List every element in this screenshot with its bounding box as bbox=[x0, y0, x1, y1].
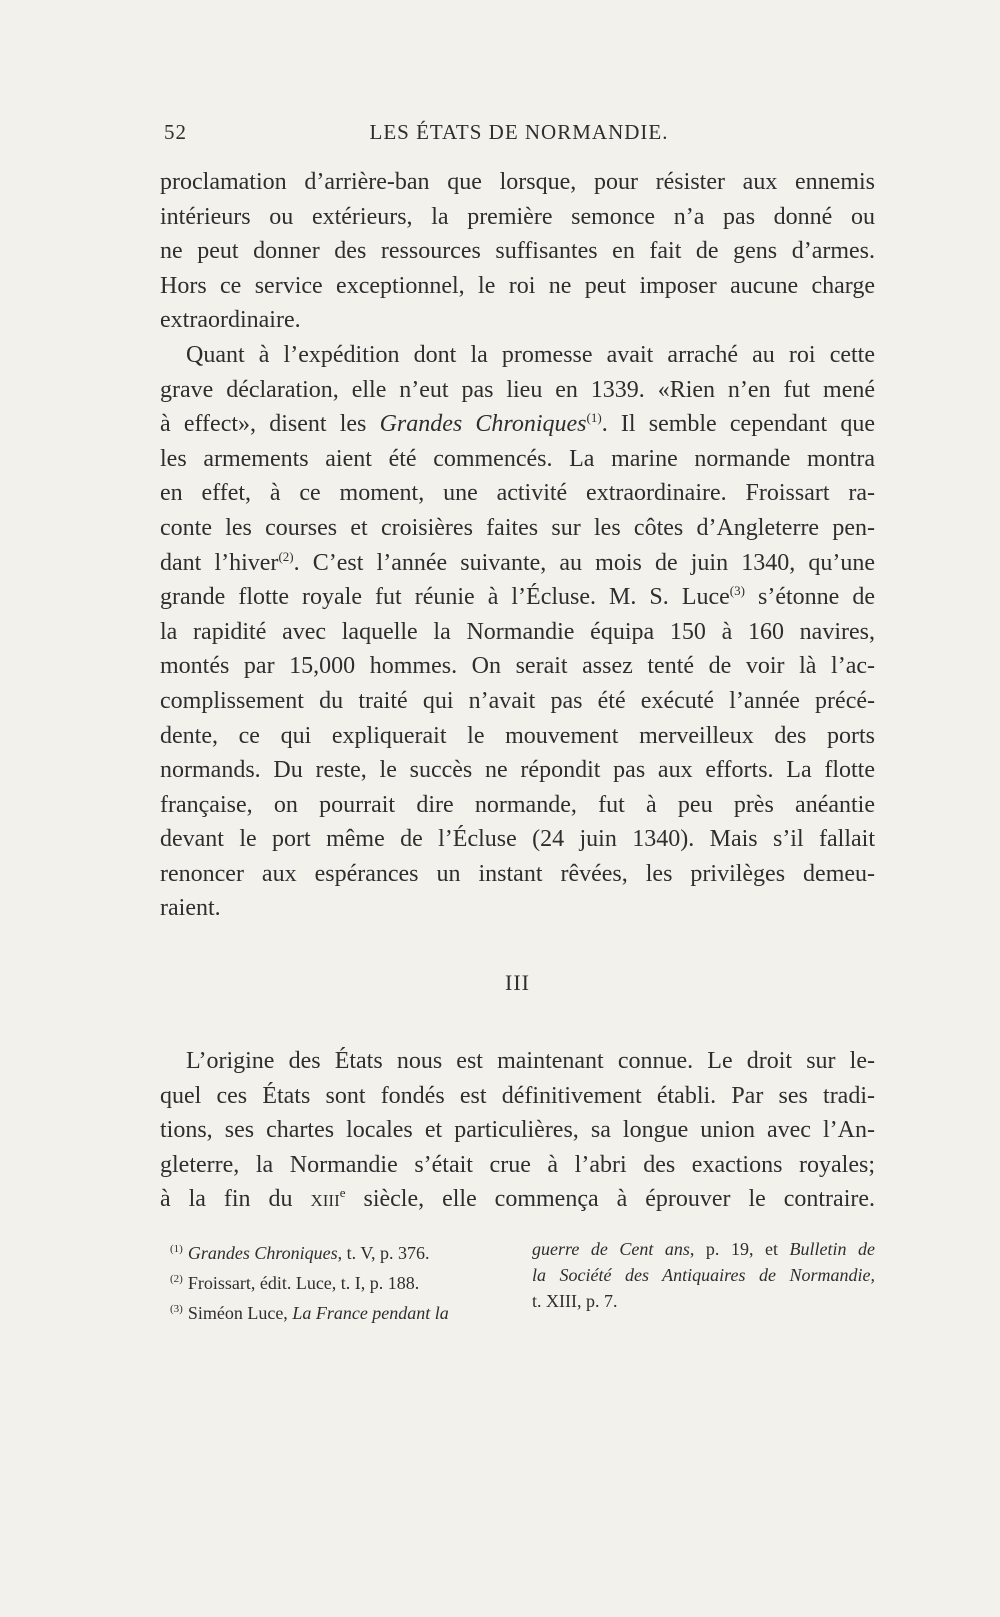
text-run: à effect», disent les bbox=[160, 411, 367, 438]
text-line bbox=[160, 1182, 875, 1217]
section-heading: III bbox=[505, 970, 530, 995]
text-run: . Il semble cependant que bbox=[601, 411, 876, 438]
footnote-text: , t. V, p. 376. bbox=[337, 1243, 430, 1263]
footnote-italic: Bulletin de bbox=[789, 1239, 875, 1259]
text-line: intérieurs ou extérieurs, la première semonce n’a pas donné ou bbox=[160, 203, 875, 230]
century-numeral: xiii bbox=[310, 1186, 340, 1213]
footnote-ref: (1) bbox=[586, 410, 602, 426]
text-line: française, on pourrait dire normande, fut à peu près anéantie bbox=[160, 791, 875, 818]
footnote-3 bbox=[170, 1296, 500, 1326]
text-run: siècle, elle commença à éprouver le contraire. bbox=[345, 1186, 876, 1213]
footnote-italic: Grandes Chroniques bbox=[187, 1243, 338, 1263]
footnote-ref: (3) bbox=[729, 583, 745, 599]
page-number: 52 bbox=[164, 120, 187, 144]
footnote-italic: guerre de Cent ans bbox=[532, 1239, 690, 1259]
text-line bbox=[160, 580, 875, 615]
text-line: dente, ce qui expliquerait le mouvement merveilleux des ports bbox=[160, 722, 875, 749]
footnote-text: , p. 19, et bbox=[689, 1239, 790, 1259]
text-line: en effet, à ce moment, une activité extraordinaire. Froissart ra- bbox=[160, 480, 875, 507]
text-line: devant le port même de l’Écluse (24 juin 1340). Mais s’il fallait bbox=[160, 826, 875, 853]
text-line: renoncer aux espérances un instant rêvées, les privilèges demeu- bbox=[160, 860, 875, 887]
text-line: montés par 15,000 hommes. On serait assez tenté de voir là l’ac- bbox=[160, 653, 875, 680]
text-line: quel ces États sont fondés est définitivement établi. Par ses tradi- bbox=[160, 1082, 875, 1109]
footnote-3-continued: t. XIII, p. 7. bbox=[532, 1291, 618, 1311]
footnote-2 bbox=[170, 1266, 500, 1296]
text-line: la rapidité avec laquelle la Normandie équipa 150 à 160 navires, bbox=[160, 618, 875, 645]
text-run: grande flotte royale fut réunie à l’Écluse. M. S. Luce bbox=[160, 584, 730, 611]
footnotes-left-column bbox=[170, 1236, 500, 1326]
text-run: . C’est l’année suivante, au mois de juin 1340, qu’une bbox=[293, 549, 876, 576]
text-run: s’étonne de bbox=[744, 584, 875, 611]
text-line: conte les courses et croisières faites sur les côtes d’Angleterre pen- bbox=[160, 514, 875, 541]
footnote-italic: la Société des Antiquaires de Normandie, bbox=[532, 1265, 875, 1285]
text-line: gleterre, la Normandie s’était crue à l’abri des exactions royales; bbox=[160, 1151, 875, 1178]
text-line: tions, ses chartes locales et particulières, sa longue union avec l’An- bbox=[160, 1117, 875, 1144]
running-title: LES ÉTATS DE NORMANDIE. bbox=[369, 120, 669, 144]
body-text bbox=[160, 165, 875, 926]
footnote-3-continued bbox=[532, 1236, 875, 1262]
text-line bbox=[160, 407, 875, 442]
text-run: à la fin du bbox=[160, 1186, 293, 1213]
footnotes-right-column bbox=[532, 1236, 875, 1314]
footnote-italic: La France pendant la bbox=[292, 1303, 449, 1323]
footnote-mark: (3) bbox=[170, 1303, 183, 1315]
ordinal-suffix: e bbox=[339, 1185, 346, 1201]
footnote-mark: (1) bbox=[170, 1243, 183, 1255]
footnote-mark: (2) bbox=[170, 1273, 183, 1285]
text-run: dant l’hiver bbox=[160, 549, 279, 576]
text-line bbox=[160, 546, 875, 581]
footnote-3-continued bbox=[532, 1262, 875, 1288]
footnote-1 bbox=[170, 1236, 500, 1266]
text-line: L’origine des États nous est maintenant connue. Le droit sur le- bbox=[186, 1048, 875, 1074]
footnote-text: Siméon Luce, bbox=[187, 1303, 293, 1323]
text-line: complissement du traité qui n’avait pas été exécuté l’année précé- bbox=[160, 687, 875, 714]
text-line: les armements aient été commencés. La marine normande montra bbox=[160, 445, 875, 472]
text-line: Hors ce service exceptionnel, le roi ne peut imposer aucune charge bbox=[160, 272, 875, 299]
body-text-section-3 bbox=[160, 1044, 875, 1217]
footnote-text: Froissart, édit. Luce, t. I, p. 188. bbox=[187, 1273, 420, 1293]
text-line: grave déclaration, elle n’eut pas lieu en 1339. «Rien n’en fut mené bbox=[160, 376, 875, 403]
italic-title: Grandes Chroniques bbox=[379, 411, 587, 438]
text-line: Quant à l’expédition dont la promesse avait arraché au roi cette bbox=[186, 341, 875, 368]
text-line: proclamation d’arrière-ban que lorsque, pour résister aux ennemis bbox=[160, 169, 875, 195]
text-line: extraordinaire. bbox=[160, 307, 301, 334]
text-line: raient. bbox=[160, 895, 221, 922]
text-line: normands. Du reste, le succès ne répondit pas aux efforts. La flotte bbox=[160, 757, 875, 784]
text-line: ne peut donner des ressources suffisantes en fait de gens d’armes. bbox=[160, 238, 875, 265]
running-head bbox=[164, 120, 874, 150]
footnote-ref: (2) bbox=[278, 548, 294, 564]
